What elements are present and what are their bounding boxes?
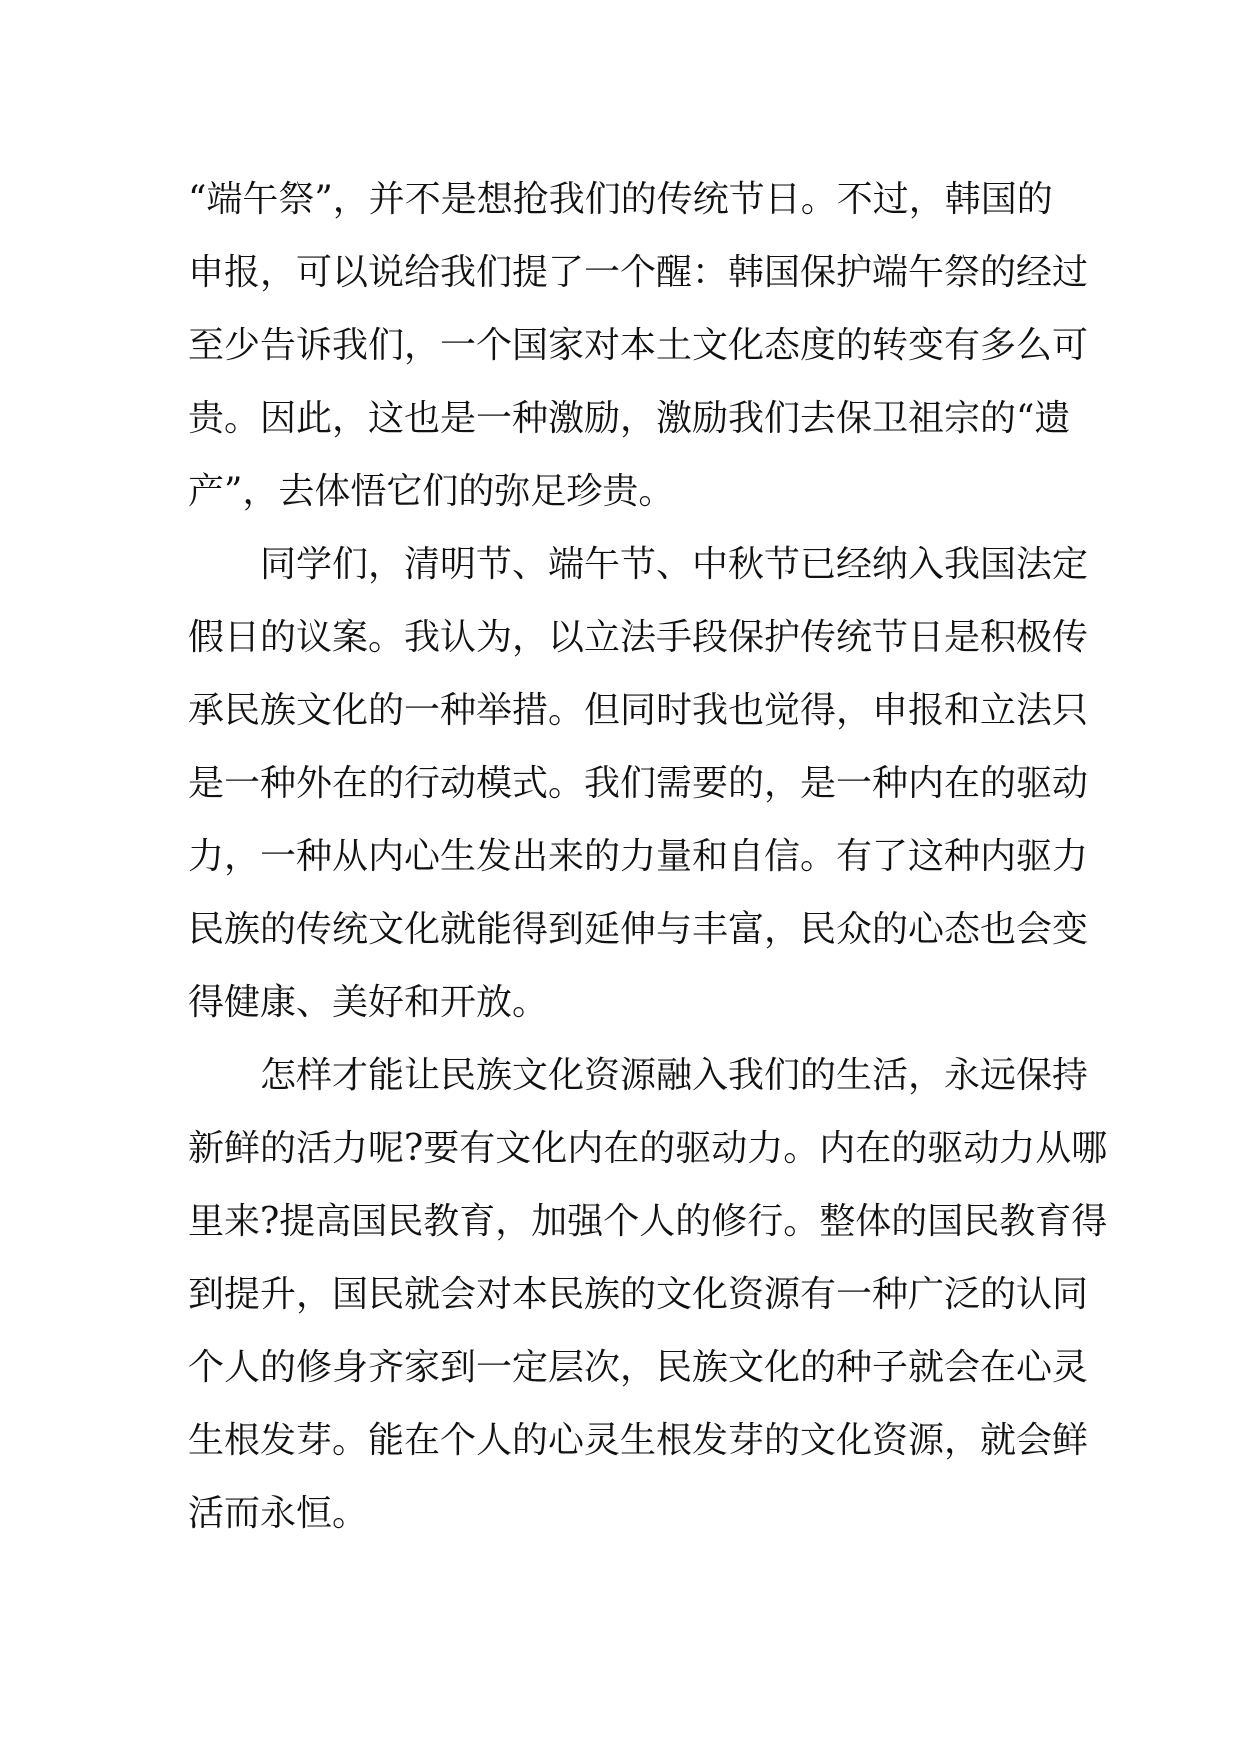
- text-line: 生根发芽。能在个人的心灵生根发芽的文化资源，就会鲜: [188, 1420, 1089, 1461]
- text-line: “端午祭”，并不是想抢我们的传统节日。不过，韩国的: [188, 179, 1053, 220]
- text-line: 同学们，清明节、端午节、中秋节已经纳入我国法定: [188, 544, 1089, 585]
- text-line: 申报，可以说给我们提了一个醒：韩国保护端午祭的经过: [188, 252, 1089, 293]
- text-line: 怎样才能让民族文化资源融入我们的生活，永远保持: [188, 1055, 1089, 1096]
- text-line: 至少告诉我们，一个国家对本土文化态度的转变有多么可: [188, 325, 1089, 366]
- text-line: 假日的议案。我认为，以立法手段保护传统节日是积极传: [188, 617, 1089, 658]
- paragraph-3: [188, 1039, 1108, 1550]
- text-line: 活而永恒。: [188, 1493, 369, 1534]
- text-line: 承民族文化的一种举措。但同时我也觉得，申报和立法只: [188, 690, 1089, 731]
- text-line: 新鲜的活力呢?要有文化内在的驱动力。内在的驱动力从哪: [188, 1128, 1108, 1169]
- text-line: 力，一种从内心生发出来的力量和自信。有了这种内驱力: [188, 836, 1089, 877]
- body-text: [188, 163, 1108, 1550]
- text-line: 到提升，国民就会对本民族的文化资源有一种广泛的认同: [188, 1274, 1089, 1315]
- text-line: 产”，去体悟它们的弥足珍贵。: [188, 471, 675, 512]
- text-line: 民族的传统文化就能得到延伸与丰富，民众的心态也会变: [188, 909, 1089, 950]
- text-line: 贵。因此，这也是一种激励，激励我们去保卫祖宗的“遗: [188, 398, 1071, 439]
- text-line: 个人的修身齐家到一定层次，民族文化的种子就会在心灵: [188, 1347, 1089, 1388]
- text-line: 得健康、美好和开放。: [188, 982, 549, 1023]
- text-line: 里来?提高国民教育，加强个人的修行。整体的国民教育得: [188, 1201, 1108, 1242]
- paragraph-2: [188, 528, 1089, 1039]
- text-line: 是一种外在的行动模式。我们需要的，是一种内在的驱动: [188, 763, 1089, 804]
- paragraph-1: [188, 163, 1089, 528]
